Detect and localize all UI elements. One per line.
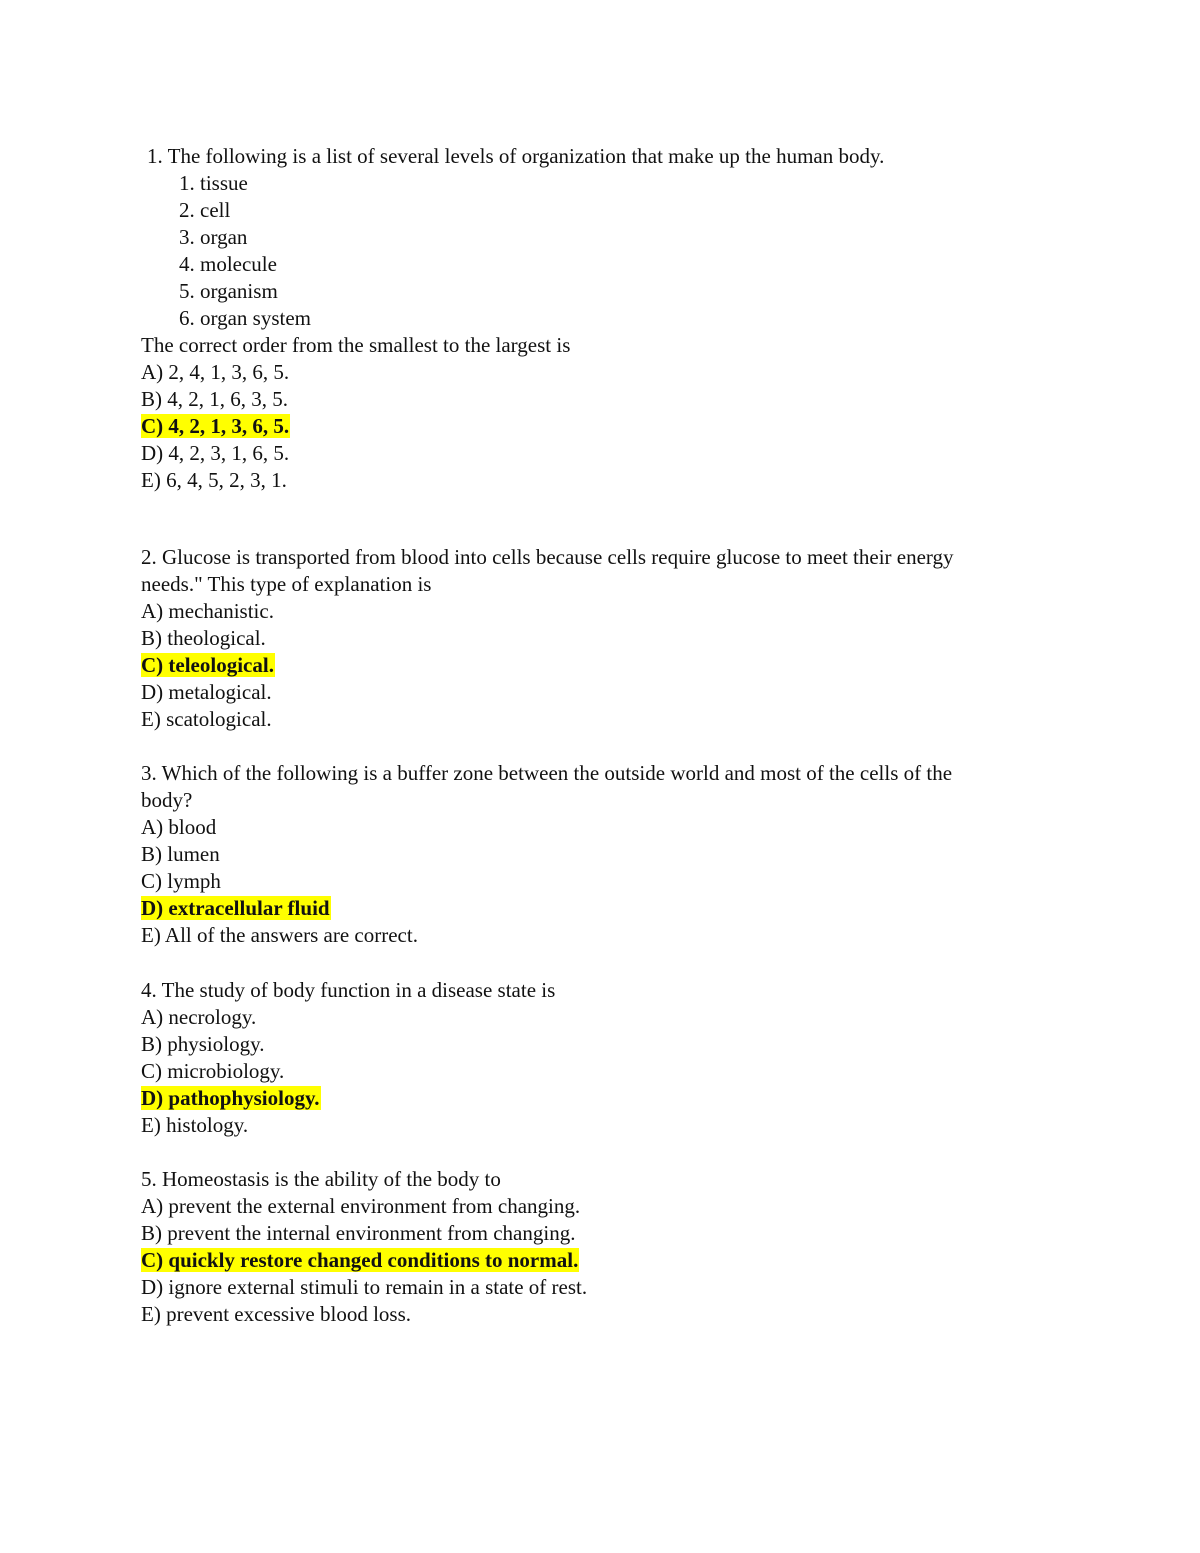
question-stem: 4. The study of body function in a disease state is [141,978,556,1002]
question-4 [141,977,1061,1139]
question-stem: 1. The following is a list of several levels of organization that make up the human body. [147,144,885,168]
answer-option: E) All of the answers are correct. [141,923,418,947]
answer-option: B) physiology. [141,1032,265,1056]
answer-option: A) 2, 4, 1, 3, 6, 5. [141,360,290,384]
answer-option: E) prevent excessive blood loss. [141,1302,412,1326]
question-stem: needs." This type of explanation is [141,572,432,596]
list-item: 5. organism [179,279,278,303]
question-3 [141,760,1061,949]
answer-option: E) histology. [141,1113,249,1137]
answer-highlight: C) teleological. [141,653,274,677]
answer-option: E) 6, 4, 5, 2, 3, 1. [141,468,287,492]
answer-option-correct [141,652,1061,679]
answer-highlight: D) extracellular fluid [141,896,330,920]
answer-option: E) scatological. [141,707,272,731]
answer-option: B) 4, 2, 1, 6, 3, 5. [141,387,288,411]
list-item: 3. organ [179,225,248,249]
question-stem: body? [141,788,193,812]
answer-option-correct [141,413,1061,440]
answer-option-correct [141,895,1061,922]
list-item: 2. cell [179,198,231,222]
answer-highlight: C) 4, 2, 1, 3, 6, 5. [141,414,290,438]
answer-option: D) 4, 2, 3, 1, 6, 5. [141,441,290,465]
answer-option: B) prevent the internal environment from changing. [141,1221,576,1245]
question-2 [141,544,1061,733]
answer-option-correct [141,1247,1061,1274]
answer-option: B) lumen [141,842,220,866]
question-stem: 5. Homeostasis is the ability of the body to [141,1167,501,1191]
answer-option: B) theological. [141,626,266,650]
question-5 [141,1166,1061,1328]
list-item: 4. molecule [179,252,277,276]
answer-option: A) necrology. [141,1005,257,1029]
answer-option: A) prevent the external environment from changing. [141,1194,581,1218]
answer-highlight: C) quickly restore changed conditions to normal. [141,1248,579,1272]
answer-option-correct [141,1085,1061,1112]
answer-option: C) microbiology. [141,1059,285,1083]
answer-option: C) lymph [141,869,221,893]
question-stem: 2. Glucose is transported from blood into cells because cells require glucose to meet their energy [141,545,954,569]
list-item: 6. organ system [179,306,312,330]
answer-option: A) mechanistic. [141,599,274,623]
answer-option: D) metalogical. [141,680,272,704]
answer-option: D) ignore external stimuli to remain in a state of rest. [141,1275,588,1299]
question-stem: 3. Which of the following is a buffer zone between the outside world and most of the cells of the [141,761,953,785]
answer-highlight: D) pathophysiology. [141,1086,320,1110]
question-1 [141,143,1061,494]
list-item: 1. tissue [179,171,248,195]
question-prompt: The correct order from the smallest to the largest is [141,333,571,357]
answer-option: A) blood [141,815,217,839]
